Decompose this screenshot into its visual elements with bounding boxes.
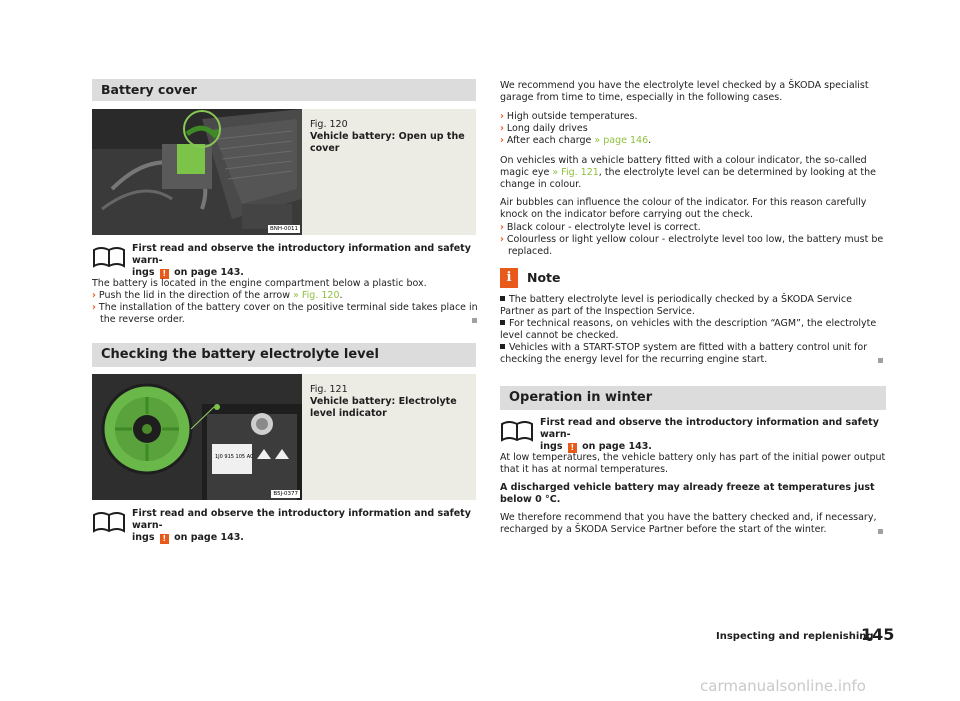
list-item: › Colourless or light yellow colour - electrolyte level too low, the battery must be replaced. — [500, 234, 884, 257]
list-item: Vehicles with a START-STOP system are fitted with a battery control unit for checking the energy level for the recurring engine start. — [500, 342, 868, 365]
bullet-icon — [500, 320, 505, 325]
note-header — [500, 268, 886, 290]
list-item: › Long daily drives — [500, 123, 588, 134]
heading-winter: Operation in winter — [500, 386, 886, 410]
chevron-right-icon: › — [500, 123, 504, 134]
winter-text-3: We therefore recommend that you have the battery checked and, if necessary, recharged by a ŠKODA Service Partner before the start of the winter. — [500, 512, 877, 535]
chevron-right-icon: › — [92, 290, 96, 301]
recommend-text: We recommend you have the electrolyte level checked by a ŠKODA specialist garage from time to time, especially in the following cases. — [500, 80, 869, 103]
notice-page-link[interactable]: on page 143. — [174, 532, 244, 543]
step-push-lid: › Push the lid in the direction of the arrow » Fig. 120. — [92, 290, 343, 301]
book-icon — [92, 246, 126, 268]
fig-121-link[interactable]: » Fig. 121 — [552, 167, 599, 178]
footer-section-title: Inspecting and replenishing — [716, 631, 874, 642]
page-146-link[interactable]: » page 146 — [594, 135, 649, 146]
bullet-icon — [500, 344, 505, 349]
notice-line1: First read and observe the introductory information and safety warn- — [132, 243, 471, 266]
info-icon: i — [500, 268, 518, 288]
figure-title: Vehicle battery: Open up the cover — [310, 131, 465, 154]
figure-caption — [310, 119, 470, 155]
winter-text-1: At low temperatures, the vehicle battery only has part of the initial power output that it has at normal temperatures. — [500, 452, 886, 475]
section-end-marker — [878, 529, 883, 534]
list-item: The battery electrolyte level is periodically checked by a ŠKODA Service Partner as part of the Inspection Service. — [500, 294, 852, 317]
step-installation: › The installation of the battery cover on the positive terminal side takes place in the reverse order. — [92, 302, 478, 325]
fig-120-link[interactable]: » Fig. 120 — [293, 290, 340, 301]
notice-line2-pre: ings — [540, 441, 563, 452]
notice-line1: First read and observe the introductory information and safety warn- — [540, 417, 879, 440]
list-item: › After each charge » page 146. — [500, 135, 652, 146]
figure-120 — [92, 109, 476, 235]
section-end-marker — [472, 318, 477, 323]
warning-icon[interactable]: ! — [160, 269, 169, 279]
notice-line1: First read and observe the introductory information and safety warn- — [132, 508, 471, 531]
section-end-marker — [878, 358, 883, 363]
battery-location-text: The battery is located in the engine compartment below a plastic box. — [92, 278, 427, 289]
figure-number: Fig. 121 — [310, 384, 348, 395]
note-list — [500, 294, 886, 366]
figure-number: Fig. 120 — [310, 119, 348, 130]
battery-label: 1J0 915 105 AC — [215, 454, 254, 460]
notice-electrolyte — [92, 508, 476, 543]
cases-list — [500, 111, 886, 147]
chevron-right-icon: › — [500, 111, 504, 122]
heading-electrolyte: Checking the battery electrolyte level — [92, 343, 476, 367]
electrolyte-indicator-photo — [92, 374, 302, 500]
notice-page-link[interactable]: on page 143. — [582, 441, 652, 452]
air-bubbles-text: Air bubbles can influence the colour of the indicator. For this reason carefully knock on the indicator before carrying out the check. — [500, 197, 867, 220]
winter-text-2: A discharged vehicle battery may already freeze at temperatures just below 0 °C. — [500, 482, 875, 505]
bullet-icon — [500, 296, 505, 301]
page-number: 145 — [861, 625, 895, 644]
list-item: For technical reasons, on vehicles with the description “AGM”, the electrolyte level cannot be checked. — [500, 318, 877, 341]
figure-code: BNH-0011 — [269, 226, 298, 232]
chevron-right-icon: › — [92, 302, 96, 313]
chevron-right-icon: › — [500, 222, 504, 233]
warning-icon[interactable]: ! — [160, 534, 169, 544]
notice-line2-pre: ings — [132, 267, 155, 278]
watermark: carmanualsonline.info — [700, 677, 866, 695]
book-icon — [500, 420, 534, 442]
colour-list — [500, 222, 886, 258]
notice-winter — [500, 417, 886, 452]
notice-battery-cover — [92, 243, 476, 278]
figure-title: Vehicle battery: Electrolyte level indicator — [310, 396, 457, 419]
heading-battery-cover: Battery cover — [92, 79, 476, 101]
notice-page-link[interactable]: on page 143. — [174, 267, 244, 278]
figure-caption — [310, 384, 470, 420]
list-item: › Black colour - electrolyte level is correct. — [500, 222, 701, 233]
battery-cover-photo — [92, 109, 302, 235]
magic-eye-text: On vehicles with a vehicle battery fitted with a colour indicator, the so-called magic eye » Fig. 121, the electrolyte level can be determined by looking at the change in colour. — [500, 155, 876, 190]
book-icon — [92, 511, 126, 533]
list-item: › High outside temperatures. — [500, 111, 638, 122]
note-label: Note — [527, 270, 561, 285]
figure-code: B5J-0377 — [273, 491, 298, 497]
figure-121 — [92, 374, 476, 500]
chevron-right-icon: › — [500, 234, 504, 245]
notice-line2-pre: ings — [132, 532, 155, 543]
warning-icon[interactable]: ! — [568, 443, 577, 453]
chevron-right-icon: › — [500, 135, 504, 146]
